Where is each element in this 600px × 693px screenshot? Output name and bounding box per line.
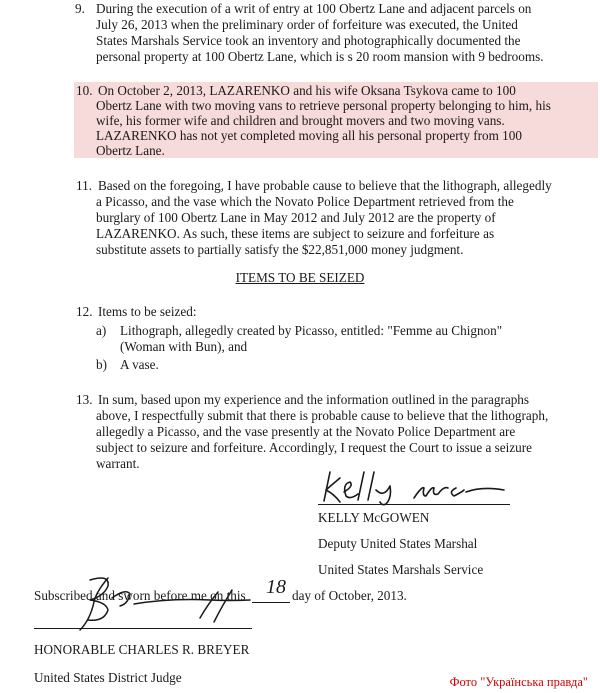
paragraph-10-line-5: Obertz Lane. bbox=[96, 143, 165, 158]
paragraph-11-line-1: Based on the foregoing, I have probable cause to believe that the lithograph, allegedly bbox=[98, 178, 552, 193]
paragraph-12-number: 12. bbox=[76, 304, 93, 319]
judge-signature-line bbox=[34, 628, 252, 629]
paragraph-10-number: 10. bbox=[76, 83, 93, 98]
paragraph-9-line-1: During the execution of a writ of entry at 100 Obertz Lane and adjacent parcels on bbox=[96, 1, 532, 16]
paragraph-13-line-4: subject to seizure and forfeiture. Accordingly, I request the Court to issue a seizure bbox=[96, 440, 533, 455]
paragraph-10-line-1: On October 2, 2013, LAZARENKO and his wife Oksana Tsykova came to 100 bbox=[98, 83, 516, 98]
paragraph-13-line-2: above, I respectfully submit that there is probable cause to believe that the lithograph, bbox=[96, 408, 549, 423]
paragraph-9-number: 9. bbox=[75, 1, 85, 16]
item-b-line-1: A vase. bbox=[120, 357, 159, 372]
kelly-mcgowen-signature bbox=[318, 468, 508, 506]
paragraph-13-line-5: warrant. bbox=[96, 456, 140, 471]
subscribed-date-text: day of October, 2013. bbox=[292, 588, 407, 603]
item-b-label: b) bbox=[96, 357, 107, 372]
paragraph-13-line-3: allegedly a Picasso, and the vase presently at the Novato Police Department are bbox=[96, 424, 516, 439]
deputy-office: United States Marshals Service bbox=[318, 562, 484, 577]
paragraph-9-line-3: States Marshals Service took an inventory and photographically documented the bbox=[96, 33, 521, 48]
paragraph-9-line-2: July 26, 2013 when the preliminary order of forfeiture was executed, the United bbox=[96, 17, 518, 32]
item-a-line-2: (Woman with Bun), and bbox=[120, 339, 248, 354]
paragraph-11-line-4: LAZARENKO. As such, these items are subject to seizure and forfeiture as bbox=[96, 226, 495, 241]
paragraph-10-line-2: Obertz Lane with two moving vans to retrieve personal property belonging to him, his bbox=[96, 98, 551, 113]
judge-name: HONORABLE CHARLES R. BREYER bbox=[34, 642, 250, 657]
paragraph-10-line-3: wife, his former wife and children and brought movers and two moving vans. bbox=[96, 113, 505, 128]
photo-caption: Фото "Українська правда" bbox=[449, 675, 588, 689]
paragraph-10-line-4: LAZARENKO has not yet completed moving all his personal property from 100 bbox=[96, 128, 522, 143]
paragraph-11-line-5: substitute assets to partially satisfy the $22,851,000 money judgment. bbox=[96, 242, 464, 257]
item-a-label: a) bbox=[96, 323, 107, 338]
paragraph-11-line-2: a Picasso, and the vase which the Novato Police Department retrieved from the bbox=[96, 194, 514, 209]
deputy-signature-line bbox=[318, 504, 510, 505]
paragraph-13-number: 13. bbox=[76, 392, 93, 407]
paragraph-11-line-3: burglary of 100 Obertz Lane in May 2012 and July 2012 are the property of bbox=[96, 210, 496, 225]
subscribed-text: Subscribed and sworn before me on this bbox=[34, 588, 246, 603]
items-to-be-seized-heading: ITEMS TO BE SEIZED bbox=[235, 270, 365, 285]
day-handwritten: 18 bbox=[266, 576, 286, 598]
paragraph-11-number: 11. bbox=[76, 178, 92, 193]
deputy-title: Deputy United States Marshal bbox=[318, 536, 478, 551]
item-a-line-1: Lithograph, allegedly created by Picasso, entitled: "Femme au Chignon" bbox=[120, 323, 503, 338]
deputy-name: KELLY McGOWEN bbox=[318, 510, 430, 525]
paragraph-9-line-4: personal property at 100 Obertz Lane, which is s 20 room mansion with 9 bedrooms. bbox=[96, 49, 544, 64]
paragraph-12-intro: Items to be seized: bbox=[98, 304, 197, 319]
judge-title: United States District Judge bbox=[34, 670, 182, 685]
paragraph-13-line-1: In sum, based upon my experience and the information outlined in the paragraphs bbox=[98, 392, 530, 407]
judge-signature bbox=[50, 570, 260, 640]
